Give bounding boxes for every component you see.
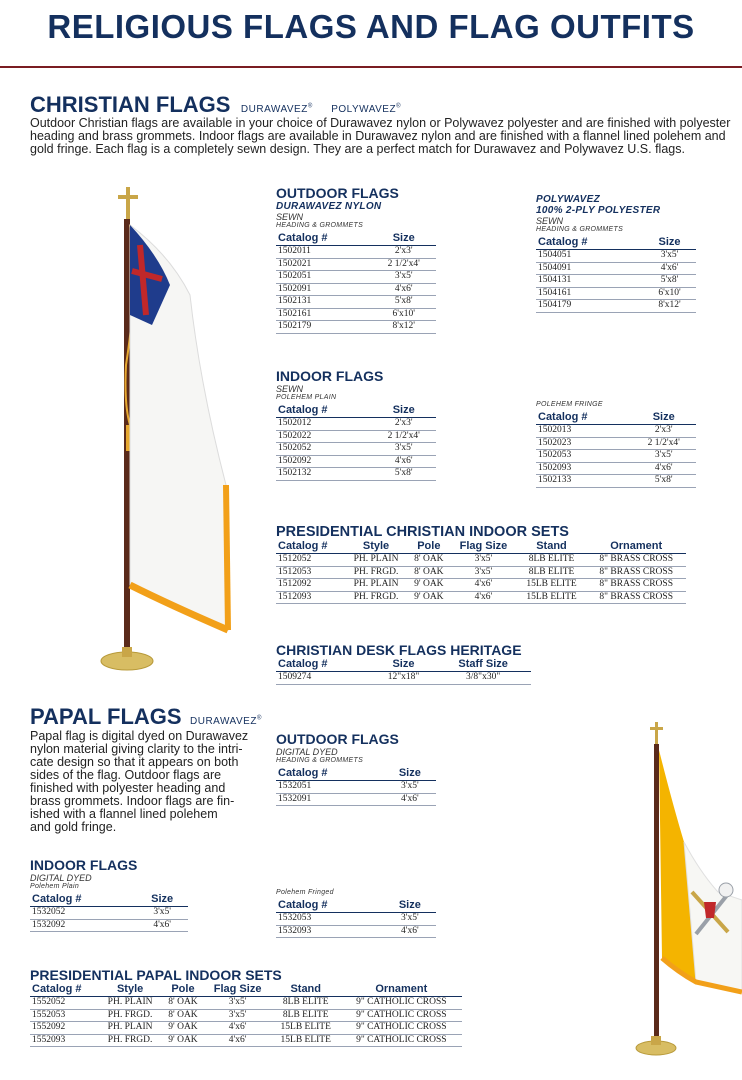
papal-presidential-table: Catalog # Style Pole Flag Size Stand Ornament 1552052 PH. PLAIN 8' OAK 3'x5' 8LB ELITE 9" CATHOLIC CROSS 1552053 PH. FRGD. 8' OAK 3'x5' 8LB ELITE 9" CATHOLIC CROSS 1552092 PH. PLAIN 9' OAK 4'x6' 15LB ELITE 9" CATHOLIC CROSS 1552093 PH. FRGD. 9' OAK 4'x6' 15LB ELITE 9" CATHOLIC CROSS [30,983,462,1047]
papal-flag-outfit [600,722,742,1062]
papal-description: Papal flag is digital dyed on Durawavez nylon material giving clarity to the intri- cate design so that it appears on both sides of the flag. Outdoor flags are finished with polyester heading and brass grommets. Indoor flags are fin- ished with a flannel lined polehem and gold fringe. [30,729,249,834]
table-row: 1502052 3'x5' [276,443,436,456]
table-row: 1502091 4'x6' [276,283,436,296]
table-row: 1532093 4'x6' [276,925,436,938]
nylon-subheading: DURAWAVEZ NYLON [276,201,382,212]
table-row: 1532091 4'x6' [276,793,436,806]
title-rule [0,66,742,68]
polehem-fringed-label: Polehem Fringed [276,889,334,896]
table-row: 1502011 2'x3' [276,246,436,259]
papal-indoor-plain-table: Catalog # Size 1532052 3'x5' 1532092 4'x6' [30,893,188,932]
papal-indoor-fringed-block [276,889,436,938]
table-row: 1502179 8'x12' [276,321,436,334]
christian-description: Outdoor Christian flags are available in your choice of Durawavez nylon or Polywavez polyester and are finished with polyester heading and brass grommets. Indoor flags are available in Durawavez nylon and are finished with a flannel lined polehem and gold fringe. Each flag is a completely sewn design. They are a perfect match for Durawavez and Polywavez U.S. flags. [30,116,731,156]
table-row: 1502013 2'x3' [536,425,696,438]
finish-label: HEADING & GROMMETS [276,757,364,764]
polywavez-brand: POLYWAVEZ® [331,103,402,115]
sewn-label: SEWN [276,384,303,394]
finish-label: HEADING & GROMMETS [536,226,624,233]
finish-label: HEADING & GROMMETS [276,222,364,229]
indoor-flags-heading: INDOOR FLAGS [276,368,384,384]
christian-presidential-block [276,524,686,604]
table-row: 1512092 PH. PLAIN 9' OAK 4'x6' 15LB ELITE 8" BRASS CROSS [276,579,686,592]
table-row: 1502012 2'x3' [276,418,436,431]
table-row: 1502093 4'x6' [536,462,696,475]
table-row: 1502053 3'x5' [536,450,696,463]
presidential-papal-heading: PRESIDENTIAL PAPAL INDOOR SETS [30,967,282,983]
presidential-christian-heading: PRESIDENTIAL CHRISTIAN INDOOR SETS [276,524,569,540]
table-row: 1502023 2 1/2'x4' [536,437,696,450]
outdoor-flags-heading: OUTDOOR FLAGS [276,185,399,201]
table-row: 1504051 3'x5' [536,250,696,263]
table-row: 1552052 PH. PLAIN 8' OAK 3'x5' 8LB ELITE 9" CATHOLIC CROSS [30,997,462,1010]
table-row: 1502022 2 1/2'x4' [276,430,436,443]
desk-flags-heading: CHRISTIAN DESK FLAGS HERITAGE [276,642,522,658]
table-row: 1502161 6'x10' [276,308,436,321]
christian-indoor-block [276,368,436,481]
sewn-label: SEWN [276,212,303,222]
papal-brand: DURAWAVEZ® [190,715,262,727]
christian-indoor-fringe-block [536,401,696,488]
table-row: 1502051 3'x5' [276,271,436,284]
christian-flag-outfit [40,185,240,675]
table-row: 1504179 8'x12' [536,300,696,313]
catholic-cross-ornament [650,722,663,744]
papal-outdoor-table: Catalog # Size 1532051 3'x5' 1532091 4'x6' [276,767,436,806]
table-row: 1552053 PH. FRGD. 8' OAK 3'x5' 8LB ELITE 9" CATHOLIC CROSS [30,1009,462,1022]
christian-outdoor-nylon-table: Catalog # Size 1502011 2'x3' 1502021 2 1/2'x4' 1502051 3'x5' 1502091 4'x6' 1502131 5'x8' 1502161 6'x10' 1502179 8'x12' [276,232,436,334]
durawavez-brand: DURAWAVEZ® [240,103,313,115]
table-row: 1504161 6'x10' [536,287,696,300]
digital-dyed-label: DIGITAL DYED [276,747,338,757]
table-row: 1502133 5'x8' [536,475,696,488]
christian-outdoor-block [276,185,436,334]
flag-pole [654,744,659,1044]
papal-heading-line [30,704,262,730]
digital-dyed-label: DIGITAL DYED [30,873,92,883]
table-row: 1502092 4'x6' [276,455,436,468]
table-row: 1532051 3'x5' [276,781,436,794]
sewn-label: SEWN [536,216,563,226]
table-row: 1504091 4'x6' [536,262,696,275]
christian-desk-table: Catalog # Size Staff Size 1509274 12"x18" 3/8"x30" [276,658,531,685]
poly-material: 100% 2-PLY POLYESTER [536,205,661,216]
table-row: 1512053 PH. FRGD. 8' OAK 3'x5' 8LB ELITE 8" BRASS CROSS [276,566,686,579]
table-row: 1502021 2 1/2'x4' [276,258,436,271]
papal-outdoor-heading: OUTDOOR FLAGS [276,731,399,747]
table-row: 1552092 PH. PLAIN 9' OAK 4'x6' 15LB ELITE 9" CATHOLIC CROSS [30,1022,462,1035]
table-row: 1509274 12"x18" 3/8"x30" [276,672,531,685]
papal-title: PAPAL FLAGS [30,704,182,729]
christian-outdoor-poly-block [536,194,696,313]
table-row: 1532092 4'x6' [30,919,188,932]
christian-presidential-table: Catalog # Style Pole Flag Size Stand Ornament 1512052 PH. PLAIN 8' OAK 3'x5' 8LB ELITE 8" BRASS CROSS 1512053 PH. FRGD. 8' OAK 3'x5' 8LB ELITE 8" BRASS CROSS 1512092 PH. PLAIN 9' OAK 4'x6' 15LB ELITE 8" BRASS CROSS 1512093 PH. FRGD. 9' OAK 4'x6' 15LB ELITE 8" BRASS CROSS [276,540,686,604]
christian-desk-block [276,642,531,685]
polehem-fringe-label: POLEHEM FRINGE [536,401,603,408]
papal-indoor-block [30,857,188,932]
polehem-plain-label: POLEHEM PLAIN [276,394,337,401]
table-row: 1504131 5'x8' [536,275,696,288]
poly-subheading: POLYWAVEZ [536,194,600,205]
table-row: 1512093 PH. FRGD. 9' OAK 4'x6' 15LB ELITE 8" BRASS CROSS [276,591,686,604]
polehem-plain-label: Polehem Plain [30,883,80,890]
papal-indoor-fringed-table: Catalog # Size 1532053 3'x5' 1532093 4'x6' [276,899,436,938]
christian-indoor-fringe-table: Catalog # Size 1502013 2'x3' 1502023 2 1/2'x4' 1502053 3'x5' 1502093 4'x6' 1502133 5'x8' [536,411,696,488]
christian-title: CHRISTIAN FLAGS [30,92,231,117]
table-row: 1502132 5'x8' [276,468,436,481]
christian-indoor-plain-table: Catalog # Size 1502012 2'x3' 1502022 2 1/2'x4' 1502052 3'x5' 1502092 4'x6' 1502132 5'x8' [276,404,436,481]
christian-outdoor-poly-table: Catalog # Size 1504051 3'x5' 1504091 4'x6' 1504131 5'x8' 1504161 6'x10' 1504179 8'x12' [536,236,696,313]
table-row: 1512052 PH. PLAIN 8' OAK 3'x5' 8LB ELITE 8" BRASS CROSS [276,554,686,567]
table-row: 1532053 3'x5' [276,913,436,926]
papal-indoor-heading: INDOOR FLAGS [30,857,138,873]
papal-presidential-block [30,967,462,1047]
page-title: RELIGIOUS FLAGS AND FLAG OUTFITS [47,8,695,45]
brass-cross-ornament [118,187,138,219]
papal-outdoor-block [276,731,436,806]
table-row: 1502131 5'x8' [276,296,436,309]
christian-heading-line [30,92,401,118]
table-row: 1552093 PH. FRGD. 9' OAK 4'x6' 15LB ELITE 9" CATHOLIC CROSS [30,1034,462,1047]
table-row: 1532052 3'x5' [30,907,188,920]
